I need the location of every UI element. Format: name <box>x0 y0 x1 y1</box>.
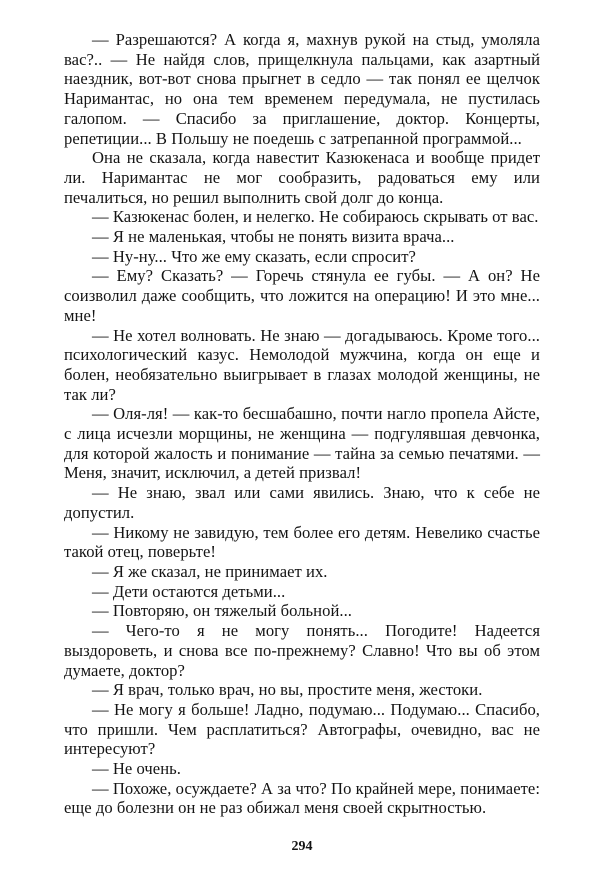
page-number: 294 <box>291 839 313 854</box>
paragraph: — Никому не завидую, тем более его детям. Невелико счастье такой отец, поверьте! <box>64 522 540 562</box>
paragraph: — Казюкенас болен, и нелегко. Не собираюсь скрывать от вас. <box>92 207 539 227</box>
paragraph: — Я же сказал, не принимает их. <box>92 561 328 581</box>
paragraph: — Повторяю, он тяжелый больной... <box>92 601 352 621</box>
paragraph: — Я не маленькая, чтобы не понять визита врача... <box>92 227 455 247</box>
paragraph: — Ему? Сказать? — Горечь стянула ее губы. — А он? Не соизволил даже сообщить, что ложится на операцию! И это мне... мне! <box>64 266 540 325</box>
paragraph: — Оля-ля! — как-то бесшабашно, почти нагло пропела Айсте, с лица исчезли морщины, не женщина — подгулявшая девчонка, для которой жалость и понимание — тайна за семью печатями. — Меня, значит, исключил, а детей призвал! <box>64 404 540 483</box>
paragraph: — Не могу я больше! Ладно, подумаю... Подумаю... Спасибо, что пришли. Чем расплатиться? Автографы, очевидно, вас не интересуют? <box>64 699 540 759</box>
paragraph: — Чего-то я не могу понять... Погодите! Надеется выздороветь, и снова все по-прежнему? Славно! Что вы об этом думаете, доктор? <box>64 621 540 680</box>
book-page <box>64 30 540 870</box>
paragraph: — Не знаю, звал или сами явились. Знаю, что к себе не допустил. <box>64 483 540 522</box>
paragraph: Она не сказала, когда навестит Казюкенаса и вообще придет ли. Наримантас не мог сообразить, радоваться ему или печалиться, но решил выполнить свой долг до конца. <box>64 148 540 207</box>
paragraph: — Похоже, осуждаете? А за что? По крайней мере, понимаете: еще до болезни он не раз обижал меня своей скрытностью. <box>64 778 540 818</box>
paragraph: — Не хотел волновать. Не знаю — догадываюсь. Кроме того... психологический казус. Немолодой мужчина, когда он еще и болен, необязательно выигрывает в глазах молодой женщины, не так ли? <box>64 325 540 404</box>
paragraph: — Я врач, только врач, но вы, простите меня, жестоки. <box>92 680 483 700</box>
paragraph: — Не очень. <box>92 759 181 779</box>
paragraph: — Ну-ну... Что же ему сказать, если спросит? <box>92 246 416 266</box>
paragraph: — Дети остаются детьми... <box>92 581 286 601</box>
paragraph: — Разрешаются? А когда я, махнув рукой на стыд, умоляла вас?.. — Не найдя слов, прищелкнула пальцами, как азартный наездник, вот-вот снова прыгнет в седло — так понял ее щелчок Наримантас, но она тем временем передумала, не пустилась галопом. — Спасибо за приглашение, доктор. Концерты, репетиции... В Польшу не поедешь с затрепанной программой... <box>64 30 540 148</box>
text-block <box>64 30 540 818</box>
